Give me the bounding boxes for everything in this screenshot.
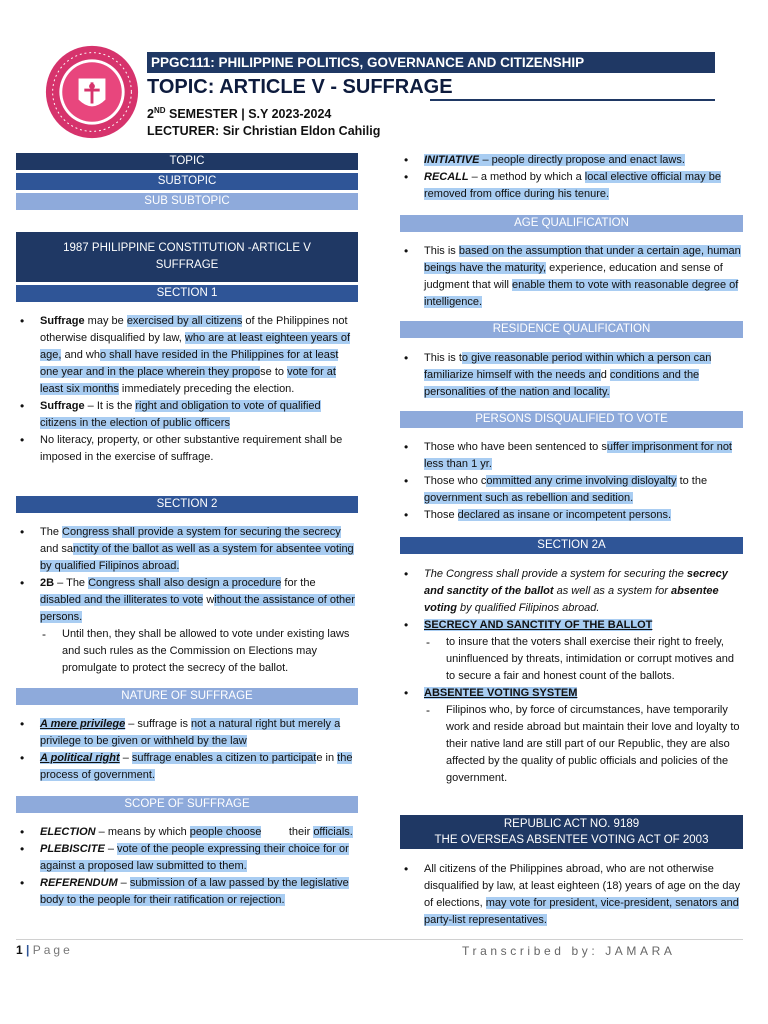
course-title-bar: PPGC111: PHILIPPINE POLITICS, GOVERNANCE AND CITIZENSHIP: [147, 52, 715, 73]
list-item: • 2B – The Congress shall also design a procedure for the disabled and the illiterates to vote without the assistance of other persons.: [16, 575, 358, 626]
residence-qualification-heading: RESIDENCE QUALIFICATION: [400, 321, 743, 338]
republic-act-heading: REPUBLIC ACT NO. 9189 THE OVERSEAS ABSENTEE VOTING ACT OF 2003: [400, 815, 743, 849]
section-2-list: [16, 524, 358, 677]
list-item: - to insure that the voters shall exercise their right to freely, uninfluenced by threats, intimidation or corrupt motives and to secure a fair and honest count of the ballots.: [400, 634, 743, 685]
list-item: • All citizens of the Philippines abroad, who are not otherwise disqualified by law, at least eighteen (18) years of age on the day of elections, may vote for president, vice-president, senators and party-list representatives.: [400, 861, 743, 929]
list-item: • No literacy, property, or other substantive requirement shall be imposed in the exercise of suffrage.: [16, 432, 358, 466]
list-item: • ELECTION – means by which people choose their officials.: [16, 824, 358, 841]
constitution-heading: 1987 PHILIPPINE CONSTITUTION -ARTICLE V SUFFRAGE: [16, 232, 358, 282]
semester-label: 2ND SEMESTER | S.Y 2023-2024: [147, 106, 332, 122]
list-item: • INITIATIVE – people directly propose and enact laws.: [400, 152, 743, 169]
list-item: • ABSENTEE VOTING SYSTEM: [400, 685, 743, 702]
list-item: • RECALL – a method by which a local elective official may be removed from office during his tenure.: [400, 169, 743, 203]
transcriber-credit: Transcribed by: JAMARA: [462, 944, 676, 958]
section-2-heading: SECTION 2: [16, 496, 358, 513]
legend-subtopic: SUBTOPIC: [16, 173, 358, 190]
list-item: • The Congress shall provide a system for securing the secrecy and sanctity of the ballot as well as a system for absentee voting by qualified Filipinos abroad.: [16, 524, 358, 575]
university-seal-icon: [44, 44, 140, 140]
republic-act-list: [400, 861, 743, 929]
list-item: • This is to give reasonable period within which a person can familiarize himself with the needs and conditions and the personalities of the nation and locality.: [400, 350, 743, 401]
list-item: • PLEBISCITE – vote of the people expressing their choice for or against a proposed law submitted to them.: [16, 841, 358, 875]
list-item: • A mere privilege – suffrage is not a natural right but merely a privilege to be given or withheld by the law: [16, 716, 358, 750]
nature-of-suffrage-heading: NATURE OF SUFFRAGE: [16, 688, 358, 705]
scope-list-continued: [400, 152, 743, 203]
section-2a-heading: SECTION 2A: [400, 537, 743, 554]
legend-topic: TOPIC: [16, 153, 358, 170]
list-item: • REFERENDUM – submission of a law passed by the legislative body to the people for their ratification or rejection.: [16, 875, 358, 909]
list-item: • Those who committed any crime involving disloyalty to the government such as rebellion and sedition.: [400, 473, 743, 507]
list-item: • Those who have been sentenced to suffer imprisonment for not less than 1 yr.: [400, 439, 743, 473]
list-item: • SECRECY AND SANCTITY OF THE BALLOT: [400, 617, 743, 634]
residence-list: [400, 350, 743, 401]
page-title: TOPIC: ARTICLE V - SUFFRAGE: [147, 76, 453, 98]
scope-of-suffrage-heading: SCOPE OF SUFFRAGE: [16, 796, 358, 813]
legend-subsubtopic: SUB SUBTOPIC: [16, 193, 358, 210]
section-1-heading: SECTION 1: [16, 285, 358, 302]
list-item: • This is based on the assumption that under a certain age, human beings have the maturity, experience, education and sense of judgment that will enable them to vote with reasonable degree of intelligence.: [400, 243, 743, 311]
lecturer-label: LECTURER: Sir Christian Eldon Cahilig: [147, 124, 381, 138]
section-2a-list: [400, 566, 743, 787]
list-item: • Those declared as insane or incompetent persons.: [400, 507, 743, 524]
age-list: [400, 243, 743, 311]
page-number: 1 | Page: [16, 943, 73, 957]
list-item: • A political right – suffrage enables a citizen to participate in the process of government.: [16, 750, 358, 784]
title-divider: [430, 99, 715, 101]
age-qualification-heading: AGE QUALIFICATION: [400, 215, 743, 232]
scope-list: [16, 824, 358, 909]
persons-disqualified-heading: PERSONS DISQUALIFIED TO VOTE: [400, 411, 743, 428]
disqualified-list: [400, 439, 743, 524]
list-item: • Suffrage may be exercised by all citizens of the Philippines not otherwise disqualified by law, who are at least eighteen years of age, and who shall have resided in the Philippines for at least one year and in the place wherein they propose to vote for at least six months immediately preceding the election.: [16, 313, 358, 398]
section-1-list: [16, 313, 358, 466]
list-item: - Filipinos who, by force of circumstances, have temporarily work and reside abroad but maintain their love and loyalty to their native land are still part of our Republic, they are also affected by the quality of public officials and policies of the government.: [400, 702, 743, 787]
list-item: - Until then, they shall be allowed to vote under existing laws and such rules as the Commission on Elections may promulgate to protect the secrecy of the ballot.: [16, 626, 358, 677]
list-item: • Suffrage – It is the right and obligation to vote of qualified citizens in the election of public officers: [16, 398, 358, 432]
nature-list: [16, 716, 358, 784]
list-item: • The Congress shall provide a system for securing the secrecy and sanctity of the ballot as well as a system for absentee voting by qualified Filipinos abroad.: [400, 566, 743, 617]
footer-divider: [16, 939, 743, 940]
